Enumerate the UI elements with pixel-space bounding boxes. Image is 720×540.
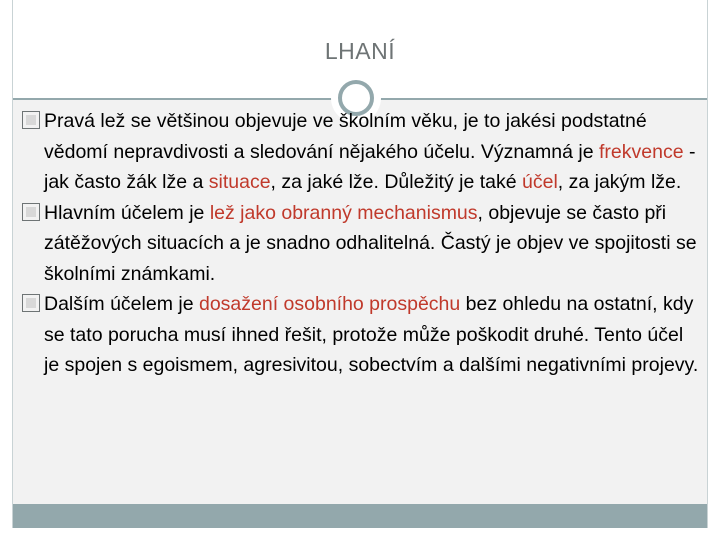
paragraph-3 (22, 289, 702, 381)
text-segment: Hlavním účelem je (44, 201, 210, 224)
highlight-obranny-mechanismus: lež jako obranný mechanismus (209, 201, 478, 224)
highlight-situace: situace (208, 171, 271, 193)
text-segment: Dalším účelem je (44, 293, 199, 315)
text-segment: bez ohledu na ostatní, kdy se tato porucha musí ihned řešit, protože může poškodit druhé. Tento účel je spojen s egoismem, agresivitou, sobectvím a dalšími negativními projevy. (44, 293, 699, 376)
highlight-osobni-prospech: dosažení osobního prospěchu (198, 293, 461, 315)
square-bullet-icon (22, 203, 40, 221)
slide-title: LHANÍ (324, 38, 396, 64)
paragraph-2 (22, 198, 702, 290)
text-segment: Pravá lež se většinou objevuje ve školním věku, je to jakési podstatné vědomí nepravdivosti a sledování nějakého účelu. Významná je (44, 110, 647, 163)
footer-bar (13, 504, 707, 528)
square-bullet-icon (22, 111, 40, 129)
paragraph-1 (22, 106, 702, 198)
text-segment: , za jaké lže. Důležitý je také (270, 171, 522, 193)
highlight-frekvence: frekvence (599, 140, 684, 163)
text-segment: , objevuje se často při zátěžových situacích a je snadno odhalitelná. Častý je objev ve spojitosti se školními známkami. (44, 201, 697, 285)
body-text (22, 106, 702, 381)
text-segment: - jak často žák lže a (44, 140, 696, 193)
text-segment: , za jakým lže. (557, 171, 682, 193)
square-bullet-icon (22, 294, 40, 312)
highlight-ucel: účel (522, 171, 558, 193)
